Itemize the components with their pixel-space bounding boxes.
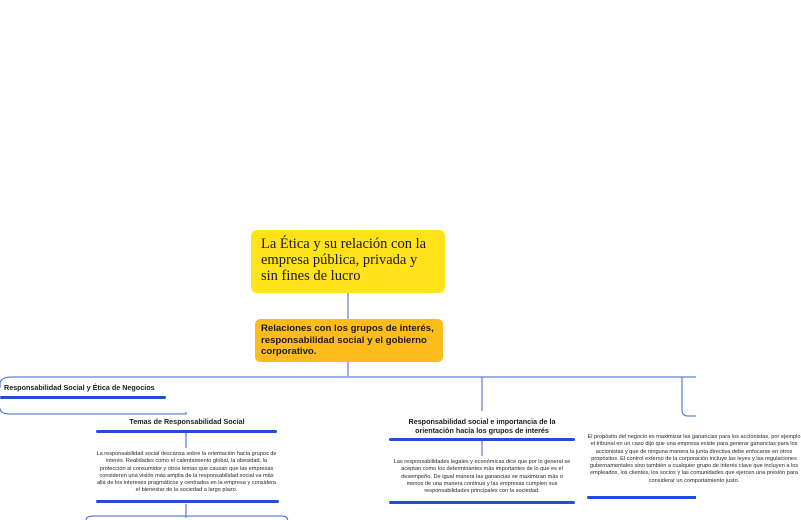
- main-topic-text: Relaciones con los grupos de interés, responsabilidad social y el gobierno corporativo.: [261, 323, 434, 358]
- branch-2-text[interactable]: [393, 459, 571, 495]
- branch-1-subtopic-underline: [96, 430, 277, 433]
- branch-1-label: Responsabilidad Social y Ética de Negocios: [4, 383, 155, 392]
- branch-1-topic[interactable]: [4, 384, 155, 393]
- branch-1-text-underline: [96, 500, 279, 503]
- branch-1-underline: [0, 396, 166, 399]
- root-topic-text: La Ética y su relación con la empresa pública, privada y sin fines de lucro: [261, 236, 427, 284]
- branch-2-underline: [389, 438, 575, 441]
- root-topic[interactable]: [251, 230, 445, 293]
- branch-2-text-content: Las responsabilidades legales y económicas dice que por lo general se aceptan como los determinantes más importantes de lo que es el desempeño. De igual manera las ganancias se maximizan más o menos de una manera continua y las empresas cumplen sus responsabilidades principales con la sociedad.: [393, 459, 571, 495]
- branch-3-underline: [587, 496, 696, 499]
- branch-1-subtopic-text-content: La responsabilidad social descansa sobre la orientación hacia grupos de interés. Realidades como el calentamiento global, la obesidad, la protección al consumidor y otros temas que causan que las empresas consideren una visión más amplia de la responsabilidad social va más allá de los intereses pragmáticos y centrados en la empresa y considera el bienestar de la sociedad a largo plazo.: [96, 451, 277, 494]
- link-branch-1-to-child: [0, 408, 186, 414]
- branch-3-text-content: El propósito del negocio es maximizar las ganancias para los accionistas, por ejemplo el tribunal en un caso dijo que una empresa existe para generar ganancias para los accionistas y que de ninguna manera la junta directiva debe enfocarse en otros propósitos. El control externo de la corporación incluye las leyes y las regulaciones gubernamentales sino también a cualquier grupo de interés clave que incluyen a los empleados, los clientes, los socios y las comunidades que ejercen una presión para considerar un comportamiento justo.: [587, 434, 801, 484]
- branch-2-label: Responsabilidad social e importancia de la orientación hacia los grupos de interés: [408, 417, 556, 435]
- link-hub-to-branch-3: [682, 377, 696, 416]
- branch-1-subtopic-text[interactable]: [96, 451, 277, 495]
- branch-2-topic[interactable]: [390, 418, 574, 435]
- branch-3-clip: [587, 430, 801, 500]
- branch-1-subtopic-label: Temas de Responsabilidad Social: [129, 417, 245, 426]
- collapsed-node-outline: [86, 516, 288, 520]
- branch-2-text-underline: [389, 501, 575, 504]
- main-topic[interactable]: [255, 319, 443, 362]
- branch-1-subtopic[interactable]: [96, 418, 278, 427]
- branch-3-text[interactable]: [587, 434, 801, 485]
